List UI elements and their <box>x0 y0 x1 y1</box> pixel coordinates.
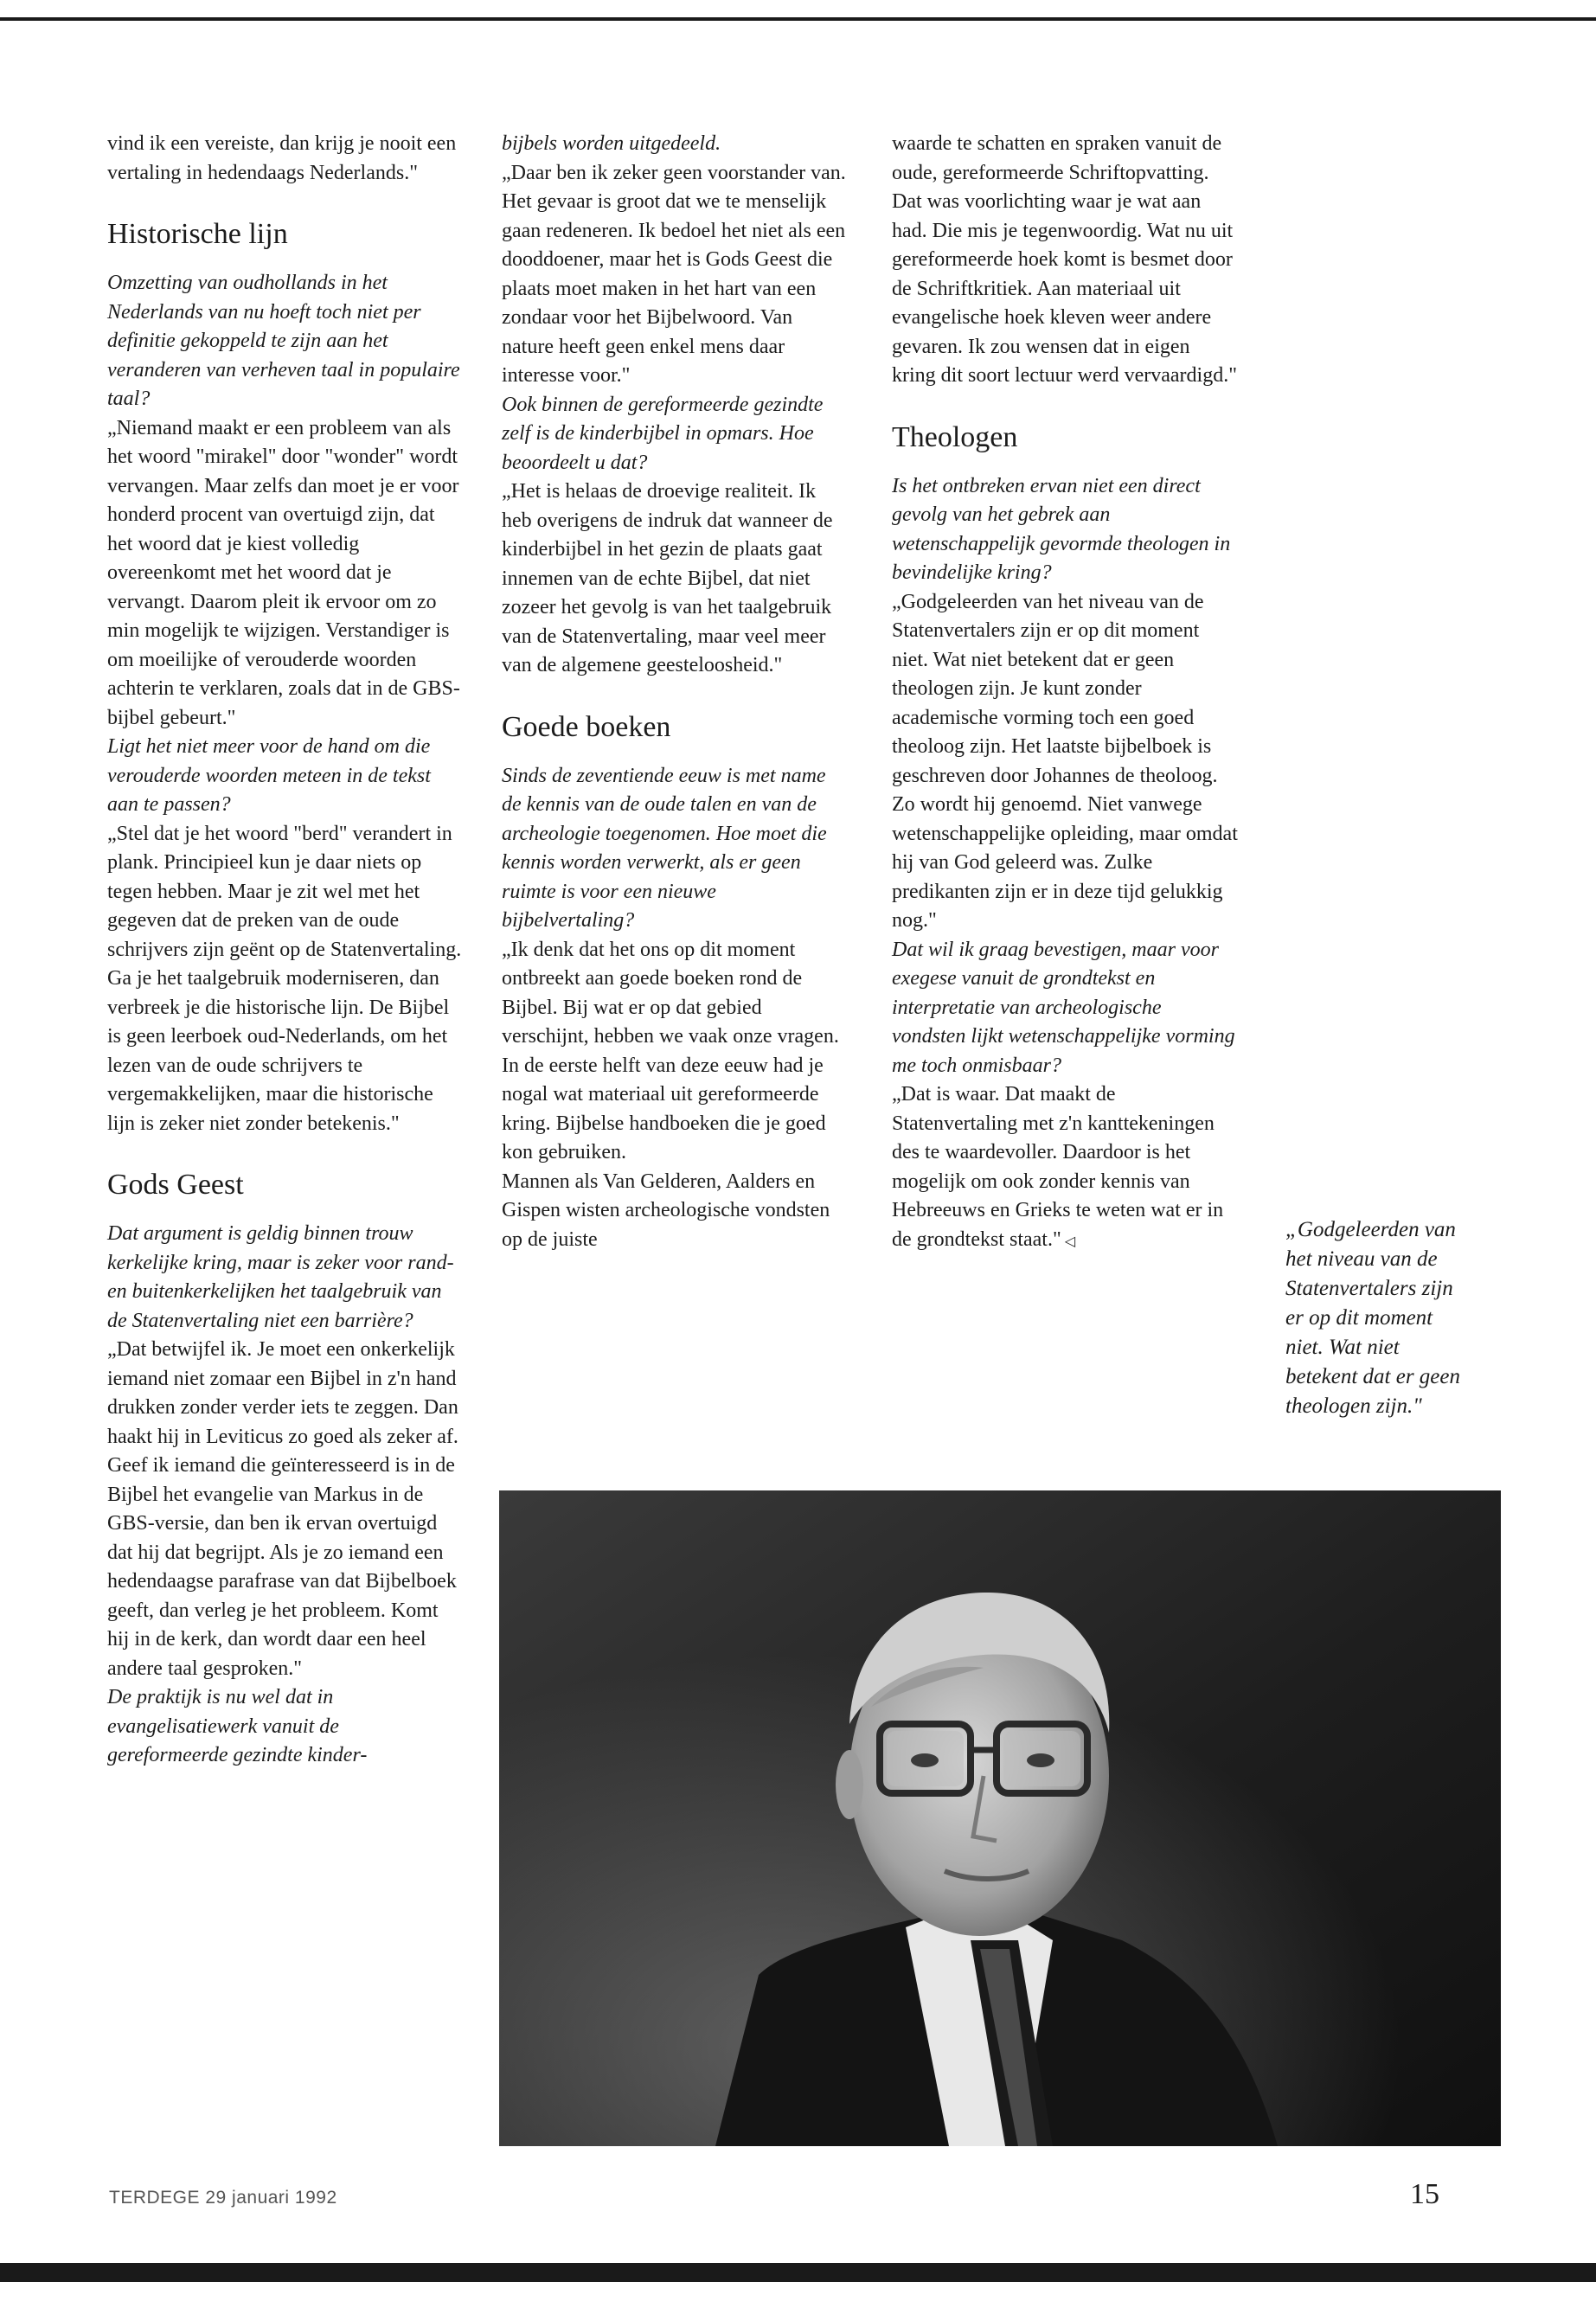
paragraph: waarde te schatten en spraken vanuit de oude, gereformeerde Schriftopvatting. Dat was voorlichting waar je wat aan had. Die mis je tegenwoordig. Wat nu uit gereformeerde hoek komt is besmet door de Schriftkritiek. Aan materiaal uit evangelische hoek kleven weer andere gevaren. Ik zou wensen dat in eigen kring dit soort lectuur werd vervaardigd." <box>892 132 1238 387</box>
paragraph: „Niemand maakt er een probleem van als het woord "mirakel" door "wonder" wordt vervangen. Maar zelfs dan moet je er voor honderd procent van overtuigd zijn, dat het woord dat je kiest volledig overeenkomt met het woord dat je vervangt. Daarom pleit ik ervoor om zo min mogelijk te wijzigen. Verstandiger is om moeilijke of verouderde woorden achterin te verklaren, zoals dat in de GBS-bijbel gebeurt." <box>107 416 460 729</box>
pull-quote: „Godgeleerden van het niveau van de Statenvertalers zijn er op dit moment niet. Wat niet betekent dat er geen theologen zijn." <box>1285 1218 1460 1418</box>
paragraph: „Ik denk dat het ons op dit moment ontbreekt aan goede boeken rond de Bijbel. Bij wat er op dat gebied verschijnt, hebben we vaak onze vragen. In de eerste helft van deze eeuw had je nogal wat materiaal uit gereformeerde kring. Bijbelse handboeken die je goed kon gebruiken. <box>502 938 839 1163</box>
subheading-gods-geest: Gods Geest <box>107 1169 244 1201</box>
paragraph: „Godgeleerden van het niveau van de Statenvertalers zijn er op dit moment niet. Wat niet betekent dat er geen theologen zijn. Je kunt zonder academische vorming toch een goed theoloog zijn. Het laatste bijbelboek is geschreven door Johannes de theoloog. Zo wordt hij genoemd. Niet vanwege wetenschappelijke opleiding, maar omdat hij van God geleerd was. Zulke predikanten zijn er in deze tijd gelukkig nog." <box>892 590 1238 932</box>
page-number: 15 <box>1410 2178 1439 2210</box>
bottom-rule <box>0 2263 1596 2282</box>
portrait-photo-illustration <box>499 1490 1501 2146</box>
interview-question: Ook binnen de gereformeerde gezindte zelf is de kinderbijbel in opmars. Hoe beoordeelt u dat? <box>502 393 824 474</box>
paragraph: „Daar ben ik zeker geen voorstander van. Het gevaar is groot dat we te menselijk gaan redeneren. Ik bedoel het niet als een dooddoener, maar het is Gods Geest die plaats moet maken in het hart van een zondaar voor het Bijbelwoord. Van nature heeft geen enkel mens daar interesse voor." <box>502 161 846 387</box>
paragraph: Mannen als Van Gelderen, Aalders en Gispen wisten archeologische vondsten op de juiste <box>502 1170 830 1251</box>
column-3 <box>892 130 1238 1256</box>
subheading-goede-boeken: Goede boeken <box>502 710 671 743</box>
paragraph: vind ik een vereiste, dan krijg je nooit een vertaling in hedendaags Nederlands." <box>107 132 457 184</box>
column-1 <box>107 130 462 1771</box>
paragraph: „Dat is waar. Dat maakt de Statenvertaling met z'n kanttekeningen des te waardevoller. Daardoor is het mogelijk om ook zonder kennis van Hebreeuws en Grieks te weten wat er in de grondtekst staat." ◁ <box>892 1080 1238 1256</box>
subheading-historische-lijn: Historische lijn <box>107 218 288 250</box>
footer-publication: TERDEGE 29 januari 1992 <box>109 2188 337 2208</box>
top-rule <box>0 17 1596 21</box>
subheading-theologen: Theologen <box>892 420 1018 453</box>
column-2 <box>502 130 848 1254</box>
interview-question: bijbels worden uitgedeeld. <box>502 132 721 155</box>
paragraph: „Dat betwijfel ik. Je moet een onkerkelijk iemand niet zomaar een Bijbel in z'n hand drukken zonder verder iets te zeggen. Dan haakt hij in Leviticus zo goed als zeker af. Geef ik iemand die geïnteresseerd is in de Bijbel het evangelie van Markus in de GBS-versie, dan ben ik ervan overtuigd dat hij dat begrijpt. Als je zo iemand een hedendaagse parafrase van dat Bijbelboek geeft, dan verleg je het probleem. Komt hij in de kerk, dan wordt daar een heel andere taal gesproken." <box>107 1338 458 1680</box>
interview-question: Omzetting van oudhollands in het Nederlands van nu hoeft toch niet per definitie gekoppeld te zijn aan het veranderen van verheven taal in populaire taal? <box>107 272 460 410</box>
interview-question: Dat wil ik graag bevestigen, maar voor exegese vanuit de grondtekst en interpretatie van archeologische vondsten lijkt wetenschappelijke vorming me toch onmisbaar? <box>892 938 1235 1077</box>
paragraph: „Het is helaas de droevige realiteit. Ik heb overigens de indruk dat wanneer de kinderbijbel in het gezin de plaats gaat innemen van de echte Bijbel, dat niet zozeer het gevolg is van het taalgebruik van de Statenvertaling, maar veel meer van de algemene geesteloosheid." <box>502 480 833 676</box>
interview-question: Is het ontbreken ervan niet een direct gevolg van het gebrek aan wetenschappelijk gevormde theologen in bevindelijke kring? <box>892 474 1231 584</box>
portrait-photo <box>499 1490 1501 2146</box>
interview-question: De praktijk is nu wel dat in evangelisatiewerk vanuit de gereformeerde gezindte kinder- <box>107 1686 368 1766</box>
paragraph: „Stel dat je het woord "berd" verandert in plank. Principieel kun je daar niets op tegen hebben. Maar je zit wel met het gegeven dat de preken van de oude schrijvers zijn geënt op de Statenvertaling. Ga je het taalgebruik moderniseren, dan verbreek je die historische lijn. De Bijbel is geen leerboek oud-Nederlands, om het lezen van de oude schrijvers te vergemakkelijken, maar die historische lijn is zeker niet zonder betekenis." <box>107 822 462 1135</box>
interview-question: Ligt het niet meer voor de hand om die verouderde woorden meteen in de tekst aan te passen? <box>107 735 431 816</box>
interview-question: Dat argument is geldig binnen trouw kerkelijke kring, maar is zeker voor rand-en buitenkerkelijken het taalgebruik van de Statenvertaling niet een barrière? <box>107 1222 454 1332</box>
interview-question: Sinds de zeventiende eeuw is met name de kennis van de oude talen en van de archeologie toegenomen. Hoe moet die kennis worden verwerkt, als er geen ruimte is voor een nieuwe bijbelvertaling? <box>502 764 827 932</box>
